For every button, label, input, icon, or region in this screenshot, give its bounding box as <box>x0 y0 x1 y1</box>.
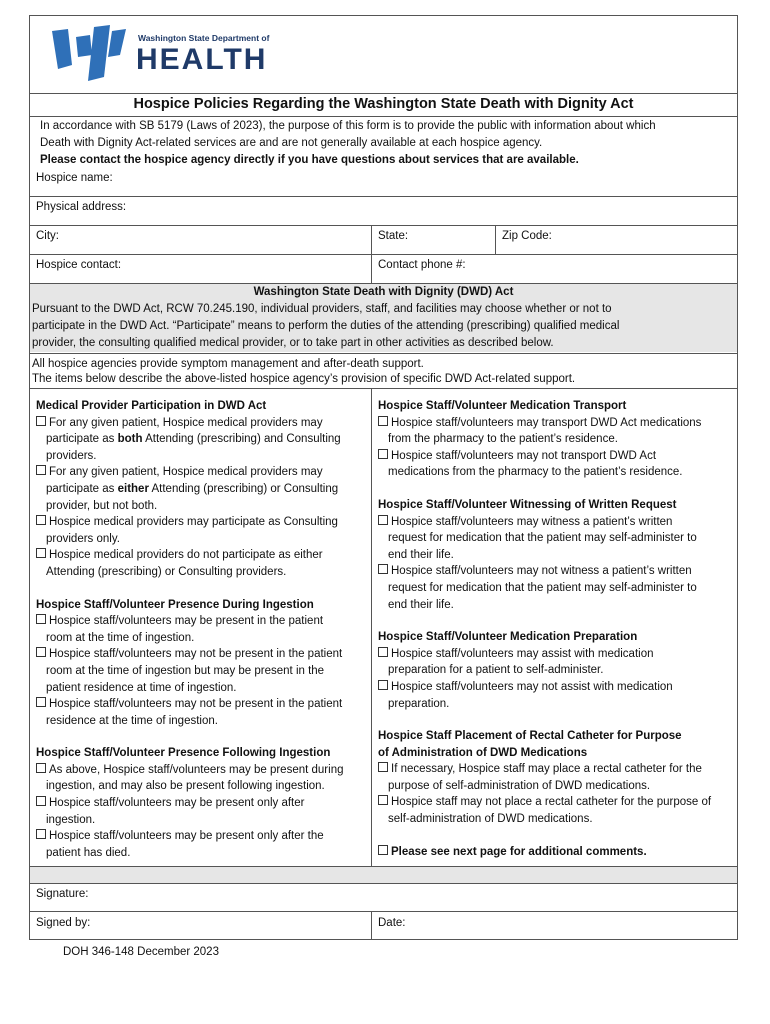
transport-option-2[interactable]: Hospice staff/volunteers may not transport DWD Act <box>378 448 734 465</box>
support-line-1: All hospice agencies provide symptom management and after-death support. <box>32 358 424 370</box>
checkbox-icon[interactable] <box>378 680 388 690</box>
hospice-contact-field[interactable]: Hospice contact: <box>36 259 122 271</box>
witness-heading: Hospice Staff/Volunteer Witnessing of Written Request <box>378 498 677 511</box>
checkbox-icon[interactable] <box>36 647 46 657</box>
signature-divider <box>30 867 737 883</box>
transport-option-1[interactable]: Hospice staff/volunteers may transport DWD Act medications <box>378 415 734 432</box>
logo-health-text: HEALTH <box>136 43 268 76</box>
page-title: Hospice Policies Regarding the Washington State Death with Dignity Act <box>133 96 634 112</box>
signature-field[interactable]: Signature: <box>36 888 89 900</box>
med-option-consulting[interactable]: Hospice medical providers may participate as Consulting <box>36 514 368 531</box>
checkbox-icon[interactable] <box>36 763 46 773</box>
form-footer: DOH 346-148 December 2023 <box>63 946 219 958</box>
dwd-line-1: Pursuant to the DWD Act, RCW 70.245.190, individual providers, staff, and facilities may choose whether or not to <box>32 303 612 315</box>
checkbox-icon[interactable] <box>378 449 388 459</box>
checkbox-icon[interactable] <box>36 465 46 475</box>
following-option-2[interactable]: Hospice staff/volunteers may be present only after <box>36 795 368 812</box>
intro-line-3: Please contact the hospice agency directly if you have questions about services that are available. <box>40 154 579 166</box>
transport-heading: Hospice Staff/Volunteer Medication Transport <box>378 400 627 412</box>
intro-line-1: In accordance with SB 5179 (Laws of 2023), the purpose of this form is to provide the public with information about which <box>40 120 656 132</box>
checkbox-icon[interactable] <box>36 416 46 426</box>
right-column: Hospice Staff/Volunteer Medication Transport Hospice staff/volunteers may transport DWD Act medications from the pharmacy to the patient’s residence. Hospice staff/volunteers may not transport DWD Act medications from the pharmacy to the patient’s residence. Hospice Staff/Volunteer Witnessing of Written Request Hospice staff/volunteers may witness a patient’s written request for medication that the patient may self-administer to end their life. Hospice staff/volunteers may not witness a patient’s written request for medication that the patient may self-administer to end their life. Hospice Staff/Volunteer Medication Preparation Hospice staff/volunteers may assist with medication preparation for a patient to self-administer. Hospice staff/volunteers may not assist with medication preparation. Hospice Staff Placement of Rectal Catheter for Purpose of Administration of DWD Medications If necessary, Hospice staff may place a rectal catheter for the purpose of self-administration of DWD medications. Hospice staff may not place a rectal catheter for the purpose of self-administration of DWD medications. Please see next page for additional comments. <box>378 398 734 860</box>
intro-line-2: Death with Dignity Act-related services are and are not generally available at each hospice agency. <box>40 137 543 149</box>
support-line-2: The items below describe the above-listed hospice agency’s provision of specific DWD Act-related support. <box>32 373 576 385</box>
zip-code-field[interactable]: Zip Code: <box>502 230 552 242</box>
checkbox-icon[interactable] <box>378 795 388 805</box>
catheter-heading-1: Hospice Staff Placement of Rectal Catheter for Purpose <box>378 730 682 743</box>
date-field[interactable]: Date: <box>378 917 406 929</box>
witness-option-2[interactable]: Hospice staff/volunteers may not witness a patient’s written <box>378 563 734 580</box>
checkbox-icon[interactable] <box>378 762 388 772</box>
signed-by-field[interactable]: Signed by: <box>36 917 91 929</box>
checkbox-icon[interactable] <box>36 515 46 525</box>
checkbox-icon[interactable] <box>378 564 388 574</box>
hospice-name-field[interactable]: Hospice name: <box>36 172 113 184</box>
state-field[interactable]: State: <box>378 230 409 242</box>
during-ingestion-heading: Hospice Staff/Volunteer Presence During Ingestion <box>36 598 314 611</box>
catheter-option-2[interactable]: Hospice staff may not place a rectal catheter for the purpose of <box>378 794 734 811</box>
physical-address-field[interactable]: Physical address: <box>36 201 127 213</box>
dwd-line-2: participate in the DWD Act. “Participate” means to perform the duties of the attending (prescribing) qualified medical <box>32 320 620 332</box>
during-option-3[interactable]: Hospice staff/volunteers may not be present in the patient <box>36 696 368 713</box>
following-ingestion-heading: Hospice Staff/Volunteer Presence Following Ingestion <box>36 747 331 760</box>
med-option-either[interactable]: For any given patient, Hospice medical providers may <box>36 464 368 481</box>
next-page-option[interactable]: Please see next page for additional comments. <box>378 844 734 861</box>
prep-option-2[interactable]: Hospice staff/volunteers may not assist with medication <box>378 679 734 696</box>
checkbox-icon[interactable] <box>378 515 388 525</box>
doh-logo <box>50 25 280 85</box>
doh-logo-mark-icon <box>50 25 130 85</box>
catheter-heading-2: of Administration of DWD Medications <box>378 746 588 759</box>
med-option-none[interactable]: Hospice medical providers do not participate as either <box>36 547 368 564</box>
checkbox-icon[interactable] <box>378 416 388 426</box>
prep-heading: Hospice Staff/Volunteer Medication Preparation <box>378 631 638 644</box>
med-option-both[interactable]: For any given patient, Hospice medical providers may <box>36 415 368 432</box>
contact-phone-field[interactable]: Contact phone #: <box>378 259 466 271</box>
checkbox-icon[interactable] <box>36 829 46 839</box>
city-field[interactable]: City: <box>36 230 59 242</box>
dwd-line-3: provider, the consulting qualified medical provider, or to take part in other activities as described below. <box>32 337 554 349</box>
checkbox-icon[interactable] <box>36 697 46 707</box>
dwd-heading: Washington State Death with Dignity (DWD) Act <box>253 286 514 298</box>
logo-dept-text: Washington State Department of <box>138 33 270 43</box>
checkbox-icon[interactable] <box>36 548 46 558</box>
following-option-3[interactable]: Hospice staff/volunteers may be present only after the <box>36 828 368 845</box>
during-option-1[interactable]: Hospice staff/volunteers may be present in the patient <box>36 613 368 630</box>
checkbox-icon[interactable] <box>378 647 388 657</box>
medical-provider-heading: Medical Provider Participation in DWD Act <box>36 400 267 412</box>
witness-option-1[interactable]: Hospice staff/volunteers may witness a patient’s written <box>378 514 734 531</box>
prep-option-1[interactable]: Hospice staff/volunteers may assist with medication <box>378 646 734 663</box>
checkbox-icon[interactable] <box>36 796 46 806</box>
checkbox-icon[interactable] <box>36 614 46 624</box>
during-option-2[interactable]: Hospice staff/volunteers may not be present in the patient <box>36 646 368 663</box>
left-column: Medical Provider Participation in DWD Act For any given patient, Hospice medical providers may participate as both Attending (prescribing) and Consulting providers. For any given patient, Hospice medical providers may participate as either Attending (prescribing) or Consulting provider, but not both. Hospice medical providers may participate as Consulting providers only. Hospice medical providers do not participate as either Attending (prescribing) or Consulting providers. Hospice Staff/Volunteer Presence During Ingestion Hospice staff/volunteers may be present in the patient room at the time of ingestion. Hospice staff/volunteers may not be present in the patient room at the time of ingestion but may be present in the patient residence at time of ingestion. Hospice staff/volunteers may not be present in the patient residence at the time of ingestion. Hospice Staff/Volunteer Presence Following Ingestion As above, Hospice staff/volunteers may be present during ingestion, and may also be present following ingestion. Hospice staff/volunteers may be present only after ingestion. Hospice staff/volunteers may be present only after the patient has died. <box>36 398 368 861</box>
checkbox-icon[interactable] <box>378 845 388 855</box>
catheter-option-1[interactable]: If necessary, Hospice staff may place a rectal catheter for the <box>378 761 734 778</box>
following-option-1[interactable]: As above, Hospice staff/volunteers may be present during <box>36 762 368 779</box>
